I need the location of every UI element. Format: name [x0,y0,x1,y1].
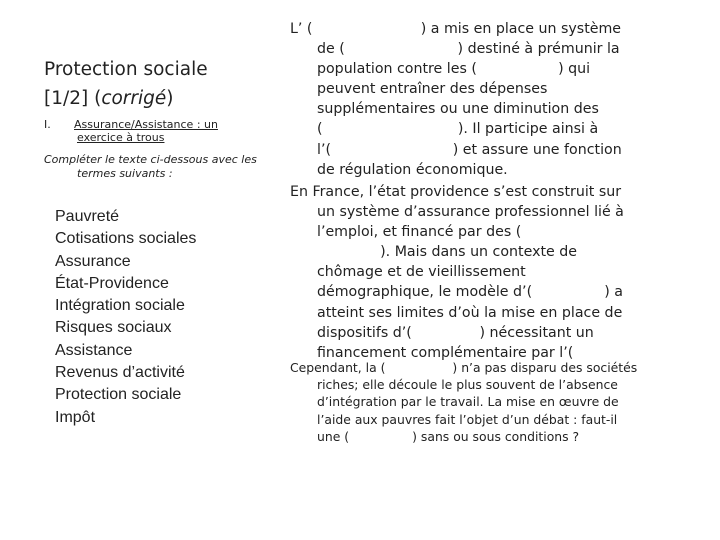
instruction-line-2: termes suivants : [77,167,173,180]
paragraph-line: financement complémentaire par l’( [317,344,574,361]
section-number: I. [44,118,51,131]
term-list [55,206,255,429]
instruction-text [44,153,266,181]
term-item: Pauvreté [55,208,120,225]
section-heading [44,118,259,144]
paragraph-line: une ( ) sans ou sous conditions ? [317,428,580,444]
slide-title [44,55,264,113]
section-heading-line-2: exercice à trous [77,131,165,144]
paragraph-line: L’ ( ) a mis en place un système [290,21,622,37]
term-item: Protection sociale [55,386,182,404]
term-item: Revenus d’activité [55,364,185,382]
term-item: Risques sociaux [55,319,172,337]
paragraph-line: de ( ) destiné à prémunir la [317,41,620,58]
paragraph-line: supplémentaires ou une diminution des [317,101,599,118]
term-item: Intégration sociale [55,297,185,315]
paragraph-line: l’emploi, et financé par des ( [317,224,522,241]
paragraph-line: atteint ses limites d’où la mise en place de [317,304,623,321]
paragraph-etat-providence [290,182,690,363]
paragraph-line: population contre les ( ) qui [317,61,591,78]
title-line-2-suffix: ) [166,88,174,109]
paragraph-line: chômage et de vieillissement [317,264,526,281]
title-corrected-label: corrigé [101,88,167,109]
paragraph-line: ). Mais dans un contexte de [317,244,578,261]
paragraph-line: riches; elle découle le plus souvent de l’absence [317,377,618,393]
paragraph-line: démographique, le modèle d’( ) a [317,284,623,301]
term-item: Assurance [55,252,131,270]
paragraph-line: un système d’assurance professionnel lié à [317,204,624,221]
paragraph-line: dispositifs d’( ) nécessitant un [317,324,594,341]
term-item: Assistance [55,341,133,359]
paragraph-line: d’intégration par le travail. La mise en œuvre de [317,394,619,410]
paragraph-line: peuvent entraîner des dépenses [317,81,548,98]
term-item: Cotisations sociales [55,230,197,248]
section-heading-line-1: Assurance/Assistance : un [74,118,218,131]
term-item: État-Providence [55,274,169,292]
paragraph-line: l’aide aux pauvres fait l’objet d’un débat : faut-il [317,411,618,427]
term-item: Impôt [55,408,96,426]
paragraph-line: En France, l’état providence s’est construit sur [290,184,622,200]
title-line-2-prefix: [1/2] ( [44,88,102,109]
paragraph-pauvrete [290,359,690,445]
paragraph-protection-sociale [290,19,690,180]
paragraph-line: Cependant, la ( ) n’a pas disparu des sociétés [290,360,638,375]
paragraph-line: de régulation économique. [317,161,508,178]
instruction-line-1: Compléter le texte ci-dessous avec les [44,153,257,166]
paragraph-line: l’( ) et assure une fonction [317,141,622,158]
paragraph-line: ( ). Il participe ainsi à [317,121,599,138]
title-line-1: Protection sociale [44,59,208,80]
